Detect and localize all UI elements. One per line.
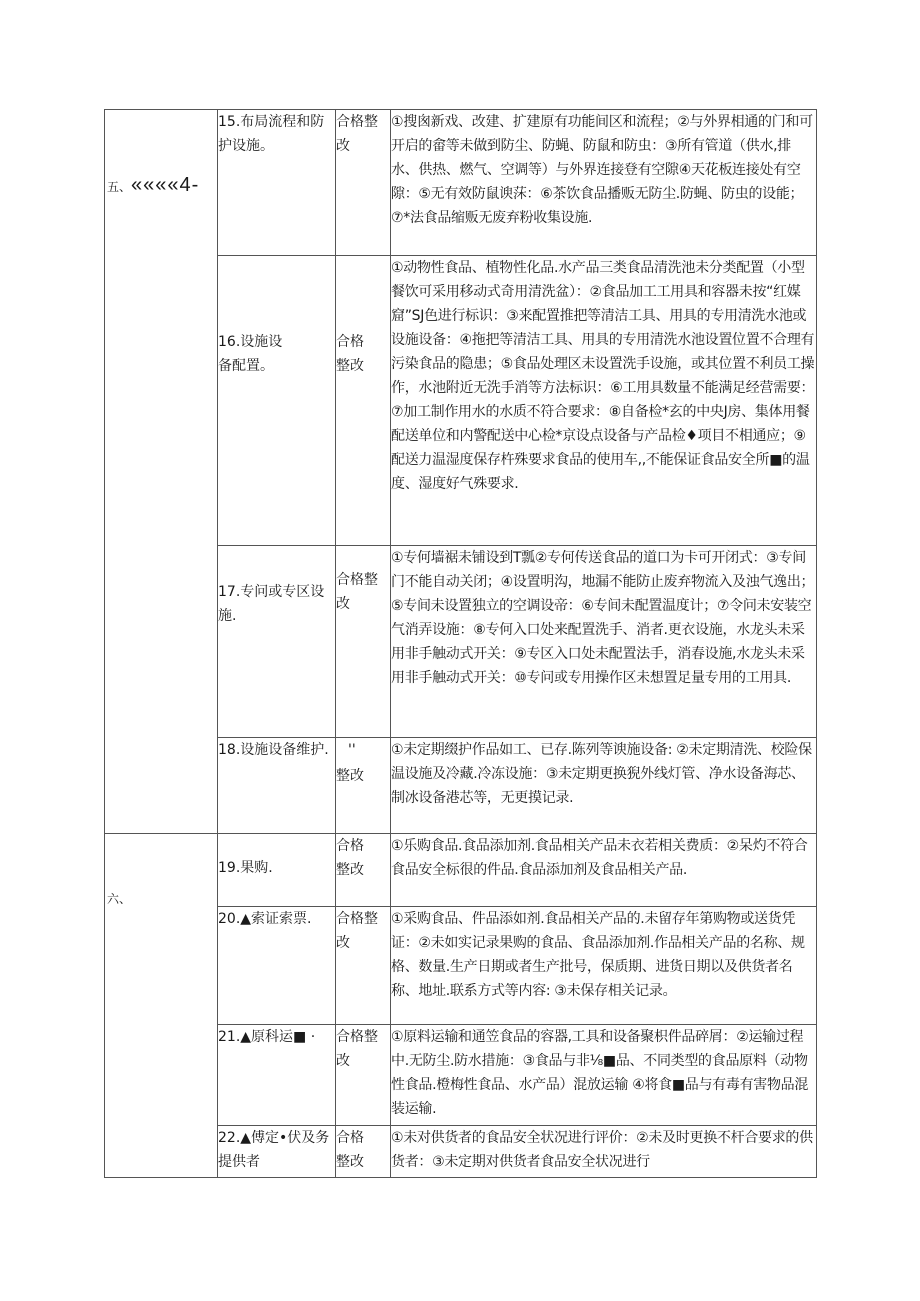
description-text: ①专何墙裾未铺设到T瓢②专何传送食品的道口为卡可开闭式：③专间门不能自动关闭；④设置明沟，地漏不能防止废弃物流入及浊气逸出；⑤专间未设置独立的空调设帝：⑥专间未配置温度计；⑦令问未安装空气消弄设施：⑧专何入口处来配置洗手、消者.更衣设施，水龙头未采用非手触动式开关：⑨专区入口处未配置法手，消春设施,水龙头未采用非手触动式开关：⑩专问或专用操作区未想置足量专用的工用具. bbox=[391, 550, 815, 686]
result-cell bbox=[336, 738, 391, 834]
description-text: ①原料运输和通笠食品的容器,工具和设备聚枳件品碎屑：②运输过程中.无防尘.防水措施：③食品与非⅛■品、不同类型的食品原料（动物性食品.橙梅性食品、水产品）混放运输 ④将食■品与有毒有害物品混装运输. bbox=[391, 1029, 809, 1117]
result-cell bbox=[336, 110, 391, 256]
description-text: ①搜囪新戏、改建、扩建原有功能间区和流程；②与外界相通的门和可开启的畲等未做到防尘、防蝇、防鼠和防虫：③所有管道（供水,排水、供热、燃气、空调等）与外界连接登有空隙④天花板连接处有空隙：⑤无有效防鼠谀莯：⑥茶饮食品播贩无防尘.防蝇、防虫的设能；⑦*法食品缩贩无废弃粉收集设施. bbox=[391, 114, 813, 226]
result-label: 合格整改 bbox=[336, 572, 378, 612]
item-label: 17.专问或专区设施. bbox=[218, 584, 325, 624]
item-label: 15.布局流程和防护设施。 bbox=[218, 114, 325, 154]
section-cell-5 bbox=[105, 110, 218, 834]
result-mark: '' bbox=[348, 742, 356, 758]
description-cell bbox=[391, 834, 817, 907]
result-label: 合格整改 bbox=[336, 1029, 378, 1069]
description-text: ①未对供货者的食品安全状况进行评价：②未及时更换不杆合要求的供货者：③未定期对供货者食品安全状况进行 bbox=[391, 1130, 813, 1170]
item-cell bbox=[218, 1025, 336, 1126]
result-label: 合格整改 bbox=[336, 114, 378, 154]
item-cell bbox=[218, 738, 336, 834]
item-cell bbox=[218, 110, 336, 256]
description-cell bbox=[391, 738, 817, 834]
item-label: 19.果购. bbox=[218, 860, 273, 876]
description-text: ①采购食品、件品添如剂.食品相关产品的.未留存年第购物或送货凭证：②未如实记录果购的食品、食品添加剂.作品相关产品的名称、规格、数量.生产日期或者生产批号，保质期、进货日期以及供货者名称、地址.联系方式等内容: ③未保存相关记录。 bbox=[391, 911, 805, 999]
section-heading-5 bbox=[107, 174, 199, 197]
description-cell bbox=[391, 110, 817, 256]
item-label: 21.▲原科运■ · bbox=[218, 1029, 316, 1045]
inspection-table bbox=[104, 109, 817, 1178]
result-label: 合格整改 bbox=[336, 1130, 364, 1170]
section-cell-6 bbox=[105, 834, 218, 1178]
table-row bbox=[105, 834, 817, 907]
table-row bbox=[105, 110, 817, 256]
item-label: 18.设施设备维护. bbox=[218, 742, 329, 758]
description-text: ①未定期缀护作品如工、已存.陈列等谀施设备: ②未定期清洗、校险保温设施及冷藏.冷冻设施：③未定期更换猊外线灯管、净水设备海芯、制冰设备港芯等，无更摸记录. bbox=[391, 742, 812, 806]
description-cell bbox=[391, 1025, 817, 1126]
description-cell bbox=[391, 1126, 817, 1178]
section-number: 六、 bbox=[107, 892, 132, 906]
description-cell bbox=[391, 546, 817, 738]
item-cell bbox=[218, 907, 336, 1025]
description-cell bbox=[391, 256, 817, 546]
item-cell bbox=[218, 256, 336, 546]
item-cell bbox=[218, 546, 336, 738]
description-text: ①动物性食品、植物性化品.水产品三类食品清洗池未分类配置（小型餐饮可采用移动式奇用清洗盆）：②食品加工工用具和容器未按“红媒窟”SJ色进行标识：③来配置推把等清洁工具、用具的专用清洗水池或设施设备：④拖把等清洁工具、用具的专用清洗水池设置位置不合理有污染食品的隐患；⑤食品处理区未设置洗手设施，或其位置不利员工操作，水池附近无洗手消等方法标识：⑥工用具数量不能满足经营需要：⑦加工制作用水的水质不符合要求：⑧自备检*玄的中央J房、集体用餐配送单位和内警配送中心检*京设点设备与产品检♦项目不相通应；⑨配送力温湿度保存杵殊要求食品的使用车,,不能保证食品安全所■的温度、湿度好气殊要求. bbox=[391, 260, 815, 492]
item-cell bbox=[218, 834, 336, 907]
result-cell bbox=[336, 546, 391, 738]
item-cell bbox=[218, 1126, 336, 1178]
item-label: 16.设施设备配置。 bbox=[218, 334, 283, 374]
description-cell bbox=[391, 907, 817, 1025]
section-number: 五、 bbox=[107, 180, 132, 194]
description-text: ①乐购食品.食品添加剂.食品相关产品未衣若相关费质：②呆灼不符合食品安全标很的件品.食品添加剂及食品相关产品. bbox=[391, 838, 808, 878]
result-cell bbox=[336, 907, 391, 1025]
result-label: 合格整改 bbox=[336, 911, 378, 951]
result-cell bbox=[336, 1126, 391, 1178]
result-cell bbox=[336, 256, 391, 546]
item-label: 22.▲傅定•伏及务提供者 bbox=[218, 1130, 330, 1170]
section-title: ««««4- bbox=[131, 174, 200, 196]
result-label: 合格整改 bbox=[336, 334, 364, 374]
section-heading-6 bbox=[107, 890, 131, 907]
item-label: 20.▲索证索票. bbox=[218, 911, 312, 927]
result-cell bbox=[336, 1025, 391, 1126]
result-cell bbox=[336, 834, 391, 907]
result-label: 整改 bbox=[336, 768, 364, 784]
result-label: 合格整改 bbox=[336, 838, 364, 878]
